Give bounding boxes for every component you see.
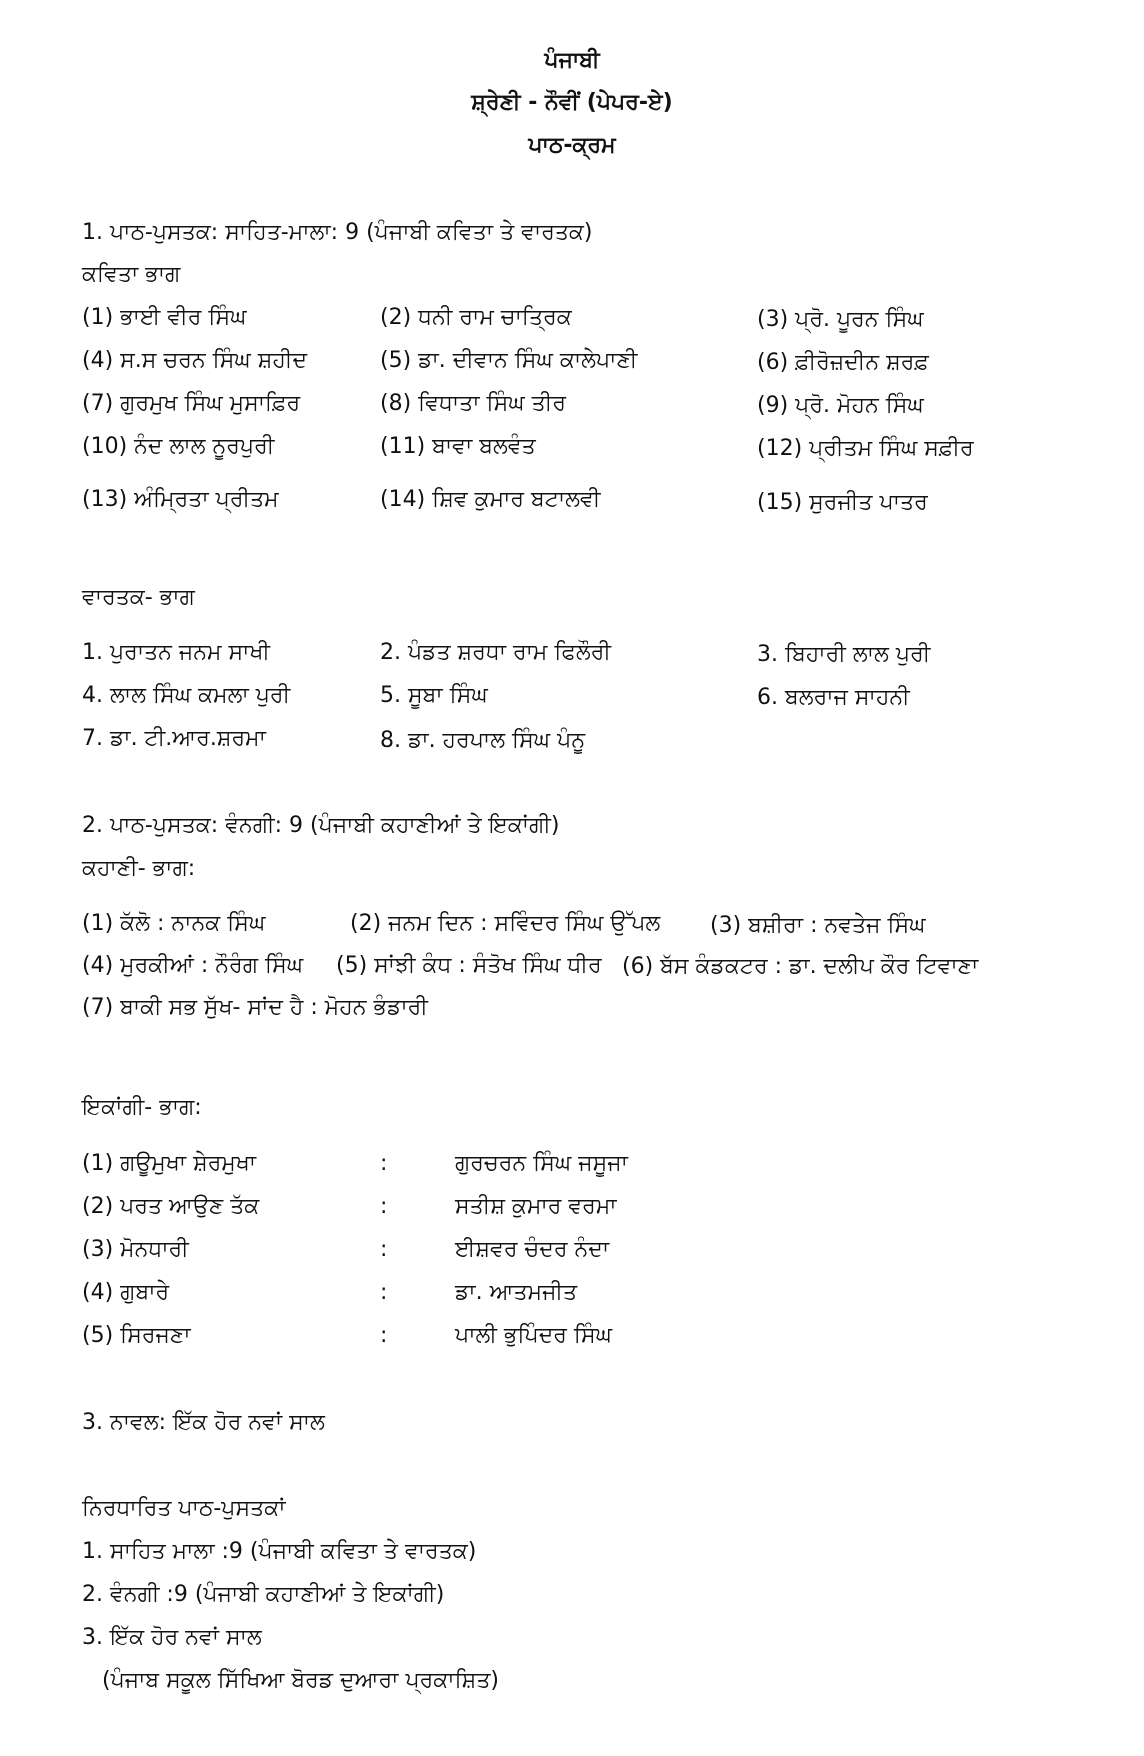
syllabus-title: ਪਾਠ-ਕ੍ਰਮ bbox=[528, 133, 616, 158]
poet-item: (11) ਬਾਵਾ ਬਲਵੰਤ bbox=[380, 434, 536, 459]
play-separator: : bbox=[380, 1194, 388, 1219]
poet-item: (7) ਗੁਰਮੁਖ ਸਿੰਘ ਮੁਸਾਫ਼ਿਰ bbox=[82, 391, 301, 416]
prose-item: 5. ਸੂਬਾ ਸਿੰਘ bbox=[380, 683, 488, 708]
poet-item: (15) ਸੁਰਜੀਤ ਪਾਤਰ bbox=[757, 490, 928, 515]
play-separator: : bbox=[380, 1280, 388, 1305]
poet-item: (4) ਸ.ਸ ਚਰਨ ਸਿੰਘ ਸ਼ਹੀਦ bbox=[82, 348, 308, 373]
poet-item: (12) ਪ੍ਰੀਤਮ ਸਿੰਘ ਸਫ਼ੀਰ bbox=[757, 436, 974, 461]
poet-item: (5) ਡਾ. ਦੀਵਾਨ ਸਿੰਘ ਕਾਲੇਪਾਣੀ bbox=[380, 348, 638, 373]
play-separator: : bbox=[380, 1151, 388, 1176]
play-title: (4) ਗੁਬਾਰੇ bbox=[82, 1280, 170, 1305]
prose-item: 7. ਡਾ. ਟੀ.ਆਰ.ਸ਼ਰਮਾ bbox=[82, 726, 266, 751]
play-label: ਇਕਾਂਗੀ- ਭਾਗ: bbox=[82, 1095, 202, 1120]
poet-item: (13) ਅੰਮ੍ਰਿਤਾ ਪ੍ਰੀਤਮ bbox=[82, 487, 279, 512]
play-author: ਗੁਰਚਰਨ ਸਿੰਘ ਜਸੂਜਾ bbox=[455, 1151, 628, 1176]
prescribed-item: 1. ਸਾਹਿਤ ਮਾਲਾ :9 (ਪੰਜਾਬੀ ਕਵਿਤਾ ਤੇ ਵਾਰਤਕ) bbox=[82, 1539, 477, 1564]
play-author: ਸਤੀਸ਼ ਕੁਮਾਰ ਵਰਮਾ bbox=[455, 1194, 617, 1219]
play-author: ਪਾਲੀ ਭੁਪਿੰਦਰ ਸਿੰਘ bbox=[455, 1323, 613, 1348]
subject-title: ਪੰਜਾਬੀ bbox=[544, 48, 600, 73]
poet-item: (10) ਨੰਦ ਲਾਲ ਨੂਰਪੁਰੀ bbox=[82, 434, 275, 459]
poet-item: (9) ਪ੍ਰੋ. ਮੋਹਨ ਸਿੰਘ bbox=[757, 393, 924, 418]
class-title: ਸ਼੍ਰੇਣੀ - ਨੌਵੀਂ (ਪੇਪਰ-ਏ) bbox=[471, 90, 673, 115]
story-item: (4) ਮੁਰਕੀਆਂ : ਨੌਰੰਗ ਸਿੰਘ bbox=[82, 953, 304, 978]
story-item: (7) ਬਾਕੀ ਸਭ ਸੁੱਖ- ਸਾਂਦ ਹੈ : ਮੋਹਨ ਭੰਡਾਰੀ bbox=[82, 995, 428, 1020]
play-title: (3) ਮੋਨਧਾਰੀ bbox=[82, 1237, 189, 1262]
play-author: ਡਾ. ਆਤਮਜੀਤ bbox=[455, 1280, 578, 1305]
prescribed-item: 3. ਇੱਕ ਹੋਰ ਨਵਾਂ ਸਾਲ bbox=[82, 1625, 262, 1650]
section3-heading: 3. ਨਾਵਲ: ਇੱਕ ਹੋਰ ਨਵਾਂ ਸਾਲ bbox=[82, 1410, 325, 1435]
poetry-label: ਕਵਿਤਾ ਭਾਗ bbox=[82, 262, 181, 287]
story-item: (3) ਬਸ਼ੀਰਾ : ਨਵਤੇਜ ਸਿੰਘ bbox=[710, 913, 926, 938]
poet-item: (2) ਧਨੀ ਰਾਮ ਚਾਤ੍ਰਿਕ bbox=[380, 305, 572, 330]
prose-label: ਵਾਰਤਕ- ਭਾਗ bbox=[82, 585, 195, 610]
play-separator: : bbox=[380, 1323, 388, 1348]
story-item: (1) ਕੱਲੋ : ਨਾਨਕ ਸਿੰਘ bbox=[82, 911, 266, 936]
prose-item: 4. ਲਾਲ ਸਿੰਘ ਕਮਲਾ ਪੁਰੀ bbox=[82, 683, 291, 708]
poet-item: (1) ਭਾਈ ਵੀਰ ਸਿੰਘ bbox=[82, 305, 247, 330]
prescribed-heading: ਨਿਰਧਾਰਿਤ ਪਾਠ-ਪੁਸਤਕਾਂ bbox=[82, 1496, 286, 1521]
prose-item: 2. ਪੰਡਤ ਸ਼ਰਧਾ ਰਾਮ ਫਿਲੌਰੀ bbox=[380, 640, 611, 665]
story-item: (2) ਜਨਮ ਦਿਨ : ਸਵਿੰਦਰ ਸਿੰਘ ਉੱਪਲ bbox=[350, 911, 661, 936]
prose-item: 8. ਡਾ. ਹਰਪਾਲ ਸਿੰਘ ਪੰਨੂ bbox=[380, 728, 586, 753]
story-item: (6) ਬੱਸ ਕੰਡਕਟਰ : ਡਾ. ਦਲੀਪ ਕੌਰ ਟਿਵਾਣਾ bbox=[622, 954, 979, 979]
play-title: (5) ਸਿਰਜਣਾ bbox=[82, 1323, 191, 1348]
prescribed-item: 2. ਵੰਨਗੀ :9 (ਪੰਜਾਬੀ ਕਹਾਣੀਆਂ ਤੇ ਇਕਾਂਗੀ) bbox=[82, 1582, 445, 1607]
prose-item: 3. ਬਿਹਾਰੀ ਲਾਲ ਪੁਰੀ bbox=[757, 642, 931, 667]
poet-item: (3) ਪ੍ਰੋ. ਪੂਰਨ ਸਿੰਘ bbox=[757, 307, 924, 332]
poet-item: (14) ਸ਼ਿਵ ਕੁਮਾਰ ਬਟਾਲਵੀ bbox=[380, 487, 601, 512]
play-title: (1) ਗਊਮੁਖਾ ਸ਼ੇਰਮੁਖਾ bbox=[82, 1151, 257, 1176]
section2-heading: 2. ਪਾਠ-ਪੁਸਤਕ: ਵੰਨਗੀ: 9 (ਪੰਜਾਬੀ ਕਹਾਣੀਆਂ ਤੇ ਇਕਾਂਗੀ) bbox=[82, 813, 560, 838]
poet-item: (8) ਵਿਧਾਤਾ ਸਿੰਘ ਤੀਰ bbox=[380, 391, 566, 416]
play-title: (2) ਪਰਤ ਆਉਣ ਤੱਕ bbox=[82, 1194, 260, 1219]
section1-heading: 1. ਪਾਠ-ਪੁਸਤਕ: ਸਾਹਿਤ-ਮਾਲਾ: 9 (ਪੰਜਾਬੀ ਕਵਿਤਾ ਤੇ ਵਾਰਤਕ) bbox=[82, 220, 593, 245]
poet-item: (6) ਫ਼ੀਰੋਜ਼ਦੀਨ ਸ਼ਰਫ਼ bbox=[757, 350, 929, 375]
prose-item: 1. ਪੁਰਾਤਨ ਜਨਮ ਸਾਖੀ bbox=[82, 640, 271, 665]
play-separator: : bbox=[380, 1237, 388, 1262]
play-author: ਈਸ਼ਵਰ ਚੰਦਰ ਨੰਦਾ bbox=[455, 1237, 610, 1262]
prose-item: 6. ਬਲਰਾਜ ਸਾਹਨੀ bbox=[757, 685, 910, 710]
story-label: ਕਹਾਣੀ- ਭਾਗ: bbox=[82, 856, 196, 881]
publisher-note: (ਪੰਜਾਬ ਸਕੂਲ ਸਿੱਖਿਆ ਬੋਰਡ ਦੁਆਰਾ ਪ੍ਰਕਾਸ਼ਿਤ) bbox=[102, 1668, 499, 1693]
story-item: (5) ਸਾਂਝੀ ਕੰਧ : ਸੰਤੋਖ ਸਿੰਘ ਧੀਰ bbox=[336, 953, 602, 978]
